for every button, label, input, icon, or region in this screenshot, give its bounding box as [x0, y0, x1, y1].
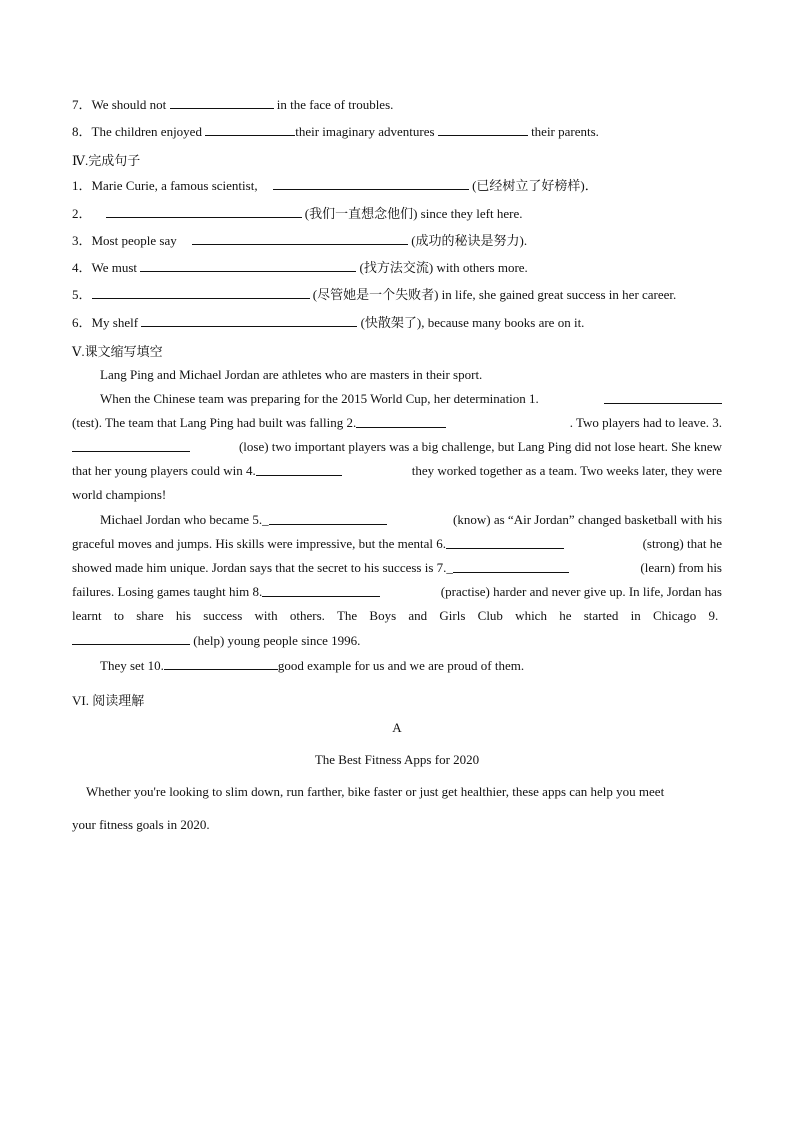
summary-line: showed made him unique. Jordan says that the secret to his success is 7._ (learn) from his — [72, 560, 722, 575]
answer-blank[interactable] — [192, 232, 408, 245]
answer-blank[interactable] — [453, 560, 569, 573]
section-5-title: Ⅴ.课文缩写填空 — [72, 344, 163, 359]
article-title: The Best Fitness Apps for 2020 — [314, 752, 480, 767]
section-4-title: Ⅳ.完成句子 — [72, 153, 141, 168]
passage-label: A — [392, 720, 402, 735]
answer-blank[interactable] — [140, 259, 356, 272]
answer-blank[interactable] — [205, 123, 295, 136]
answer-blank[interactable] — [106, 205, 302, 218]
answer-blank[interactable] — [256, 463, 342, 476]
answer-blank[interactable] — [273, 177, 469, 190]
sentence-3: 3．Most people say (成功的秘诀是努力). — [72, 233, 528, 248]
sentence-2: 2． (我们一直想念他们) since they left here. — [72, 206, 523, 221]
answer-blank[interactable] — [438, 123, 528, 136]
summary-line: (lose) two important players was a big challenge, but Lang Ping did not lose heart. She knew — [72, 439, 722, 455]
answer-blank[interactable] — [170, 96, 274, 109]
summary-line: (test). The team that Lang Ping had built was falling 2. . Two players had to leave. 3. — [72, 415, 722, 430]
answer-blank[interactable] — [356, 415, 446, 428]
question-8: 8．The children enjoyed their imaginary adventures their parents. — [72, 124, 599, 139]
article-body-line: Whether you're looking to slim down, run farther, bike faster or just get healthier, these apps can help you meet — [86, 784, 665, 799]
answer-blank[interactable] — [604, 391, 722, 404]
sentence-1: 1．Marie Curie, a famous scientist, (已经树立了好榜样)． — [72, 178, 598, 193]
summary-line: world champions! — [72, 487, 167, 502]
summary-line: failures. Losing games taught him 8. (practise) harder and never give up. In life, Jordan has — [72, 584, 722, 599]
answer-blank[interactable] — [72, 632, 190, 645]
summary-line: When the Chinese team was preparing for the 2015 World Cup, her determination 1. — [100, 391, 722, 407]
question-7: 7．We should not in the face of troubles. — [72, 97, 394, 112]
sentence-6: 6．My shelf (快散架了), because many books are on it. — [72, 315, 585, 330]
section-6-title: VI. 阅读理解 — [72, 693, 145, 708]
answer-blank[interactable] — [446, 536, 564, 549]
summary-line: graceful moves and jumps. His skills were impressive, but the mental 6. (strong) that he — [72, 536, 722, 551]
answer-blank[interactable] — [92, 286, 310, 299]
summary-intro: Lang Ping and Michael Jordan are athletes who are masters in their sport. — [100, 367, 483, 382]
sentence-5: 5． (尽管她是一个失败者) in life, she gained great success in her career. — [72, 287, 677, 302]
answer-blank[interactable] — [72, 439, 190, 452]
summary-line: learnt to share his success with others. The Boys and Girls Club which he started in Chicago 9. — [72, 608, 719, 623]
sentence-4: 4．We must (找方法交流) with others more. — [72, 260, 528, 275]
article-body-line: your fitness goals in 2020. — [72, 817, 210, 832]
answer-blank[interactable] — [269, 512, 387, 525]
answer-blank[interactable] — [262, 584, 380, 597]
answer-blank[interactable] — [164, 657, 278, 670]
summary-line: Michael Jordan who became 5._ (know) as “Air Jordan” changed basketball with his — [100, 512, 722, 527]
summary-line: that her young players could win 4. they worked together as a team. Two weeks later, they were — [72, 463, 722, 478]
summary-line: (help) young people since 1996. — [72, 632, 360, 649]
answer-blank[interactable] — [141, 314, 357, 327]
summary-line: They set 10. good example for us and we are proud of them. — [100, 658, 525, 673]
